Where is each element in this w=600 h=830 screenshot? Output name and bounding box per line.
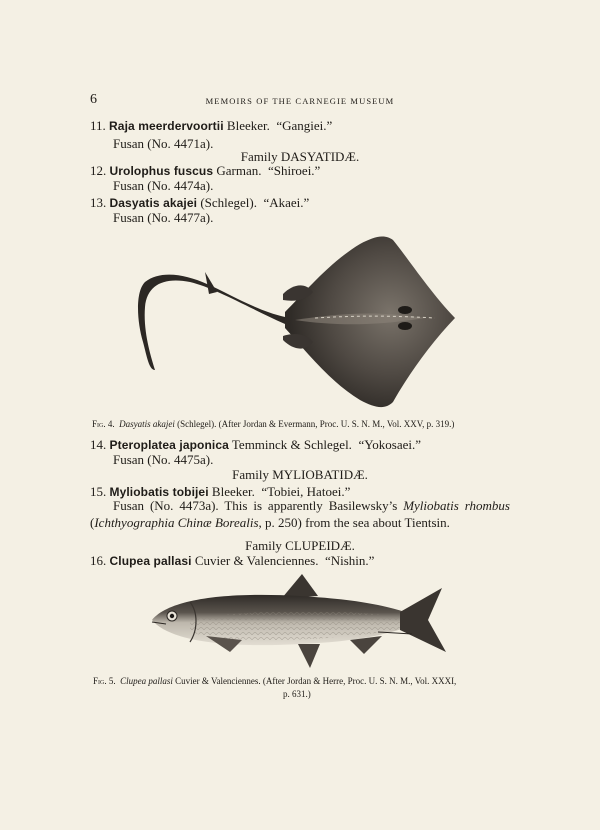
species-name: Pteroplatea japonica: [109, 438, 229, 452]
common-name: “Nishin.”: [324, 553, 375, 568]
species-author: (Schlegel).: [200, 195, 257, 210]
entry-number: 16.: [90, 553, 107, 568]
common-name: “Akaei.”: [263, 195, 310, 210]
note-text: , p. 250) from the sea about Tientsin.: [258, 515, 450, 530]
stingray-illustration: [135, 222, 465, 417]
entry-number: 11.: [90, 118, 106, 133]
figure-species: Clupea pallasi: [120, 676, 173, 686]
species-author: Bleeker.: [211, 484, 255, 499]
note-book-title: Ichthyographia Chinæ Borealis: [94, 515, 259, 530]
note-text: Fusan (No. 4473a). This is apparently Basilewsky’s: [113, 498, 404, 513]
species-author: Garman.: [216, 163, 262, 178]
herring-illustration: [150, 570, 450, 670]
entry-11: [90, 117, 332, 135]
common-name: “Gangiei.”: [276, 118, 333, 133]
page-number: 6: [90, 92, 97, 107]
figure-label: Fig. 4.: [92, 419, 115, 429]
species-name: Myliobatis tobijei: [109, 485, 209, 499]
figure-species: Dasyatis akajei: [119, 419, 175, 429]
figure-citation: (Schlegel). (After Jordan & Evermann, Proc. U. S. N. M., Vol. XXV, p. 319.): [174, 419, 455, 429]
species-name: Raja meerdervoortii: [109, 119, 224, 133]
note-species: Myliobatis rhombus: [403, 498, 510, 513]
species-author: Temminck & Schlegel.: [231, 437, 352, 452]
note-text: (: [90, 515, 95, 530]
entry-15-note: [90, 497, 510, 531]
family-heading-myliobatidae: Family MYLIOBATIDÆ.: [232, 467, 368, 482]
figure-5-caption-continued: p. 631.): [283, 689, 311, 699]
running-head: MEMOIRS OF THE CARNEGIE MUSEUM: [205, 96, 395, 106]
species-author: Cuvier & Valenciennes.: [194, 553, 319, 568]
entry-number: 15.: [90, 484, 107, 499]
entry-16: [90, 552, 374, 570]
entry-11-locality: Fusan (No. 4471a).: [113, 136, 214, 151]
species-name: Dasyatis akajei: [109, 196, 198, 210]
family-heading-dasyatidae: Family DASYATIDÆ.: [240, 149, 360, 164]
species-name: Clupea pallasi: [109, 554, 192, 568]
figure-4-caption: [92, 418, 454, 430]
species-author: Bleeker.: [226, 118, 270, 133]
common-name: “Shiroei.”: [267, 163, 321, 178]
figure-citation: Cuvier & Valenciennes. (After Jordan & Herre, Proc. U. S. N. M., Vol. XXXI,: [172, 676, 457, 686]
entry-number: 14.: [90, 437, 107, 452]
entry-14-locality: Fusan (No. 4475a).: [113, 452, 214, 467]
entry-number: 13.: [90, 195, 107, 210]
entry-12-locality: Fusan (No. 4474a).: [113, 178, 214, 193]
entry-13-locality: Fusan (No. 4477a).: [113, 210, 214, 225]
common-name: “Yokosaei.”: [358, 437, 422, 452]
common-name: “Tobiei, Hatoei.”: [261, 484, 351, 499]
figure-5-caption: [93, 675, 456, 687]
figure-label: Fig. 5.: [93, 676, 116, 686]
species-name: Urolophus fuscus: [109, 164, 214, 178]
family-heading-clupeidae: Family CLUPEIDÆ.: [245, 538, 355, 553]
entry-number: 12.: [90, 163, 107, 178]
